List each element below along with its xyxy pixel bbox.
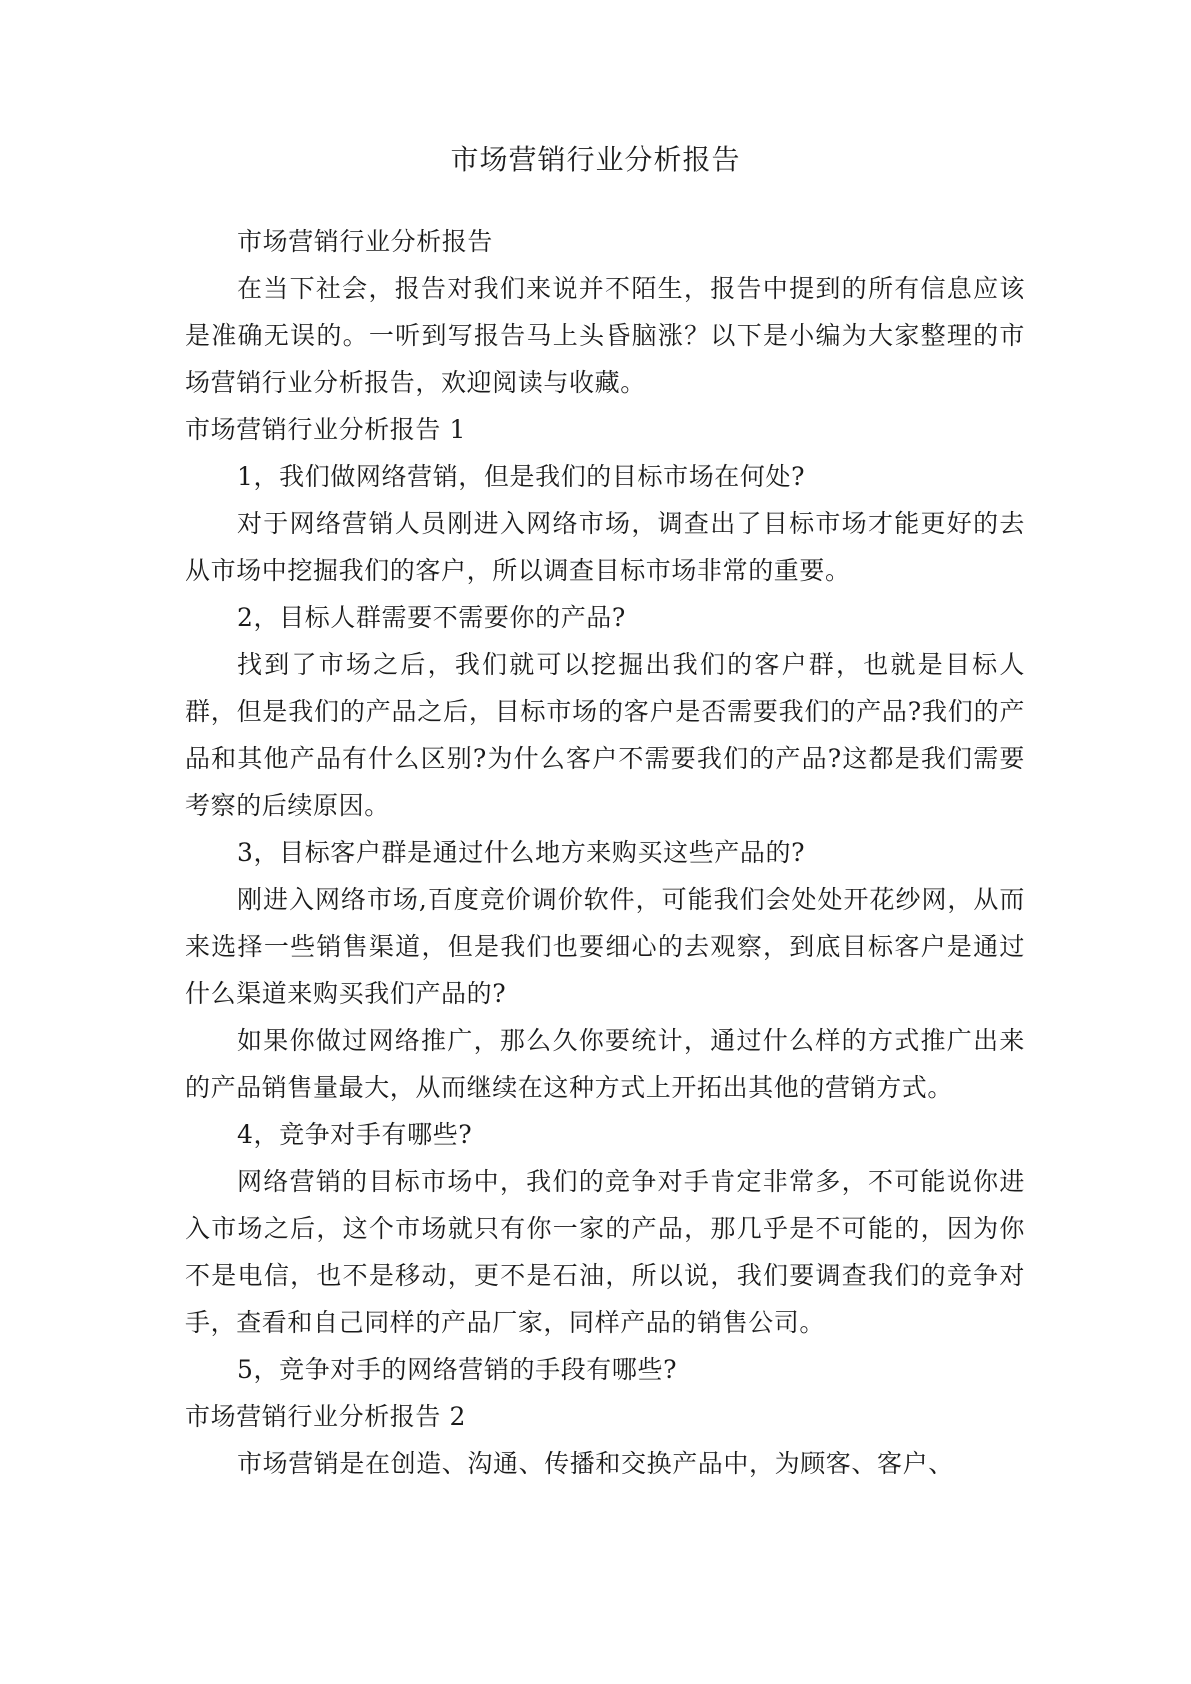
question-5: 5，竞争对手的网络营销的手段有哪些? <box>237 1355 678 1384</box>
paragraph-answer-4: 网络营销的目标市场中，我们的竞争对手肯定非常多，不可能说你进入市场之后，这个市场就只有你一家的产品，那几乎是不可能的，因为你不是电信，也不是移动，更不是石油，所以说，我们要调查我们的竞争对手，查看和自己同样的产品厂家，同样产品的销售公司。 <box>185 1167 1025 1337</box>
paragraph-subtitle: 市场营销行业分析报告 <box>237 227 494 256</box>
paragraph-answer-1: 对于网络营销人员刚进入网络市场，调查出了目标市场才能更好的去从市场中挖掘我们的客户，所以调查目标市场非常的重要。 <box>185 509 1025 585</box>
paragraph-section-2-start: 市场营销是在创造、沟通、传播和交换产品中，为顾客、客户、 <box>237 1449 954 1478</box>
section-heading-2: 市场营销行业分析报告 2 <box>185 1402 467 1431</box>
paragraph-intro: 在当下社会，报告对我们来说并不陌生，报告中提到的所有信息应该是准确无误的。一听到写报告马上头昏脑涨？以下是小编为大家整理的市场营销行业分析报告，欢迎阅读与收藏。 <box>185 274 1025 397</box>
document-body <box>185 218 1025 1487</box>
question-3: 3，目标客户群是通过什么地方来购买这些产品的? <box>237 838 806 867</box>
question-1: 1，我们做网络营销，但是我们的目标市场在何处? <box>237 462 806 491</box>
question-2: 2，目标人群需要不需要你的产品? <box>237 603 626 632</box>
paragraph-answer-2: 找到了市场之后，我们就可以挖掘出我们的客户群，也就是目标人群，但是我们的产品之后，目标市场的客户是否需要我们的产品?我们的产品和其他产品有什么区别?为什么客户不需要我们的产品?这都是我们需要考察的后续原因。 <box>185 650 1025 820</box>
paragraph-answer-3a: 刚进入网络市场,百度竞价调价软件，可能我们会处处开花纱网，从而来选择一些销售渠道，但是我们也要细心的去观察，到底目标客户是通过什么渠道来购买我们产品的? <box>185 885 1025 1008</box>
paragraph-answer-3b: 如果你做过网络推广，那么久你要统计，通过什么样的方式推广出来的产品销售量最大，从而继续在这种方式上开拓出其他的营销方式。 <box>185 1026 1025 1102</box>
document-title: 市场营销行业分析报告 <box>450 143 741 176</box>
question-4: 4，竞争对手有哪些? <box>237 1120 473 1149</box>
section-heading-1: 市场营销行业分析报告 1 <box>185 415 467 444</box>
